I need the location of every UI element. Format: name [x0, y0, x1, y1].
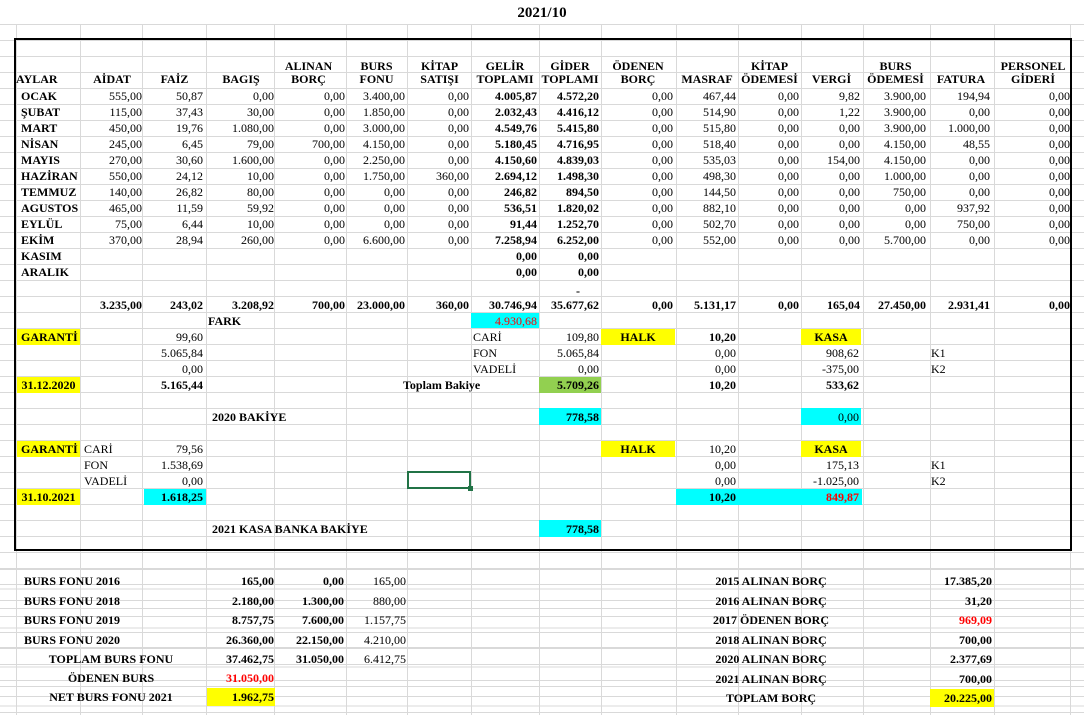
burs-fonu-value-a: 26.360,00 — [226, 632, 274, 647]
table-cell: 5.700,00 — [884, 233, 926, 247]
toplam-bakiye-label: Toplam Bakiye — [403, 378, 481, 392]
table-cell: 0,00 — [969, 153, 990, 167]
table-cell: 0,00 — [652, 121, 673, 135]
k2-label-2021: K2 — [931, 474, 946, 488]
col-header-7: GELİR TOPLAMI — [476, 59, 534, 86]
borc-value: 20.225,00 — [944, 691, 992, 705]
table-cell: 360,00 — [436, 169, 469, 183]
table-cell: 0,00 — [969, 169, 990, 183]
borc-value: 17.385,20 — [944, 574, 992, 588]
table-cell: 0,00 — [839, 121, 860, 135]
table-cell: 30,60 — [176, 153, 203, 167]
burs-fonu-value-c: 6.412,75 — [364, 652, 406, 666]
halk-2021-v1: 10,20 — [709, 442, 736, 456]
table-cell: 0,00 — [516, 249, 537, 263]
col-header-0: AYLAR — [16, 72, 58, 86]
table-cell: 550,00 — [109, 169, 142, 183]
total-cell: 30.746,94 — [489, 298, 537, 312]
table-cell: 0,00 — [324, 153, 345, 167]
col-header-1: AİDAT — [93, 72, 131, 86]
total-cell: 35.677,62 — [551, 298, 599, 312]
col-header-12: VERGİ — [811, 72, 852, 86]
table-cell: 91,44 — [510, 217, 537, 231]
borc-label: 2020 ALINAN BORÇ — [715, 652, 827, 666]
selected-cell[interactable] — [407, 471, 471, 489]
table-cell: 467,44 — [703, 89, 736, 103]
table-cell: 75,00 — [115, 217, 142, 231]
halk-2020-v3: 0,00 — [715, 362, 736, 376]
fon-value-2020: 5.065,84 — [557, 346, 599, 360]
table-cell: 48,55 — [963, 137, 990, 151]
table-cell: 0,00 — [652, 105, 673, 119]
table-cell: 0,00 — [652, 153, 673, 167]
table-cell: 144,50 — [703, 185, 736, 199]
month-label: MAYIS — [21, 153, 60, 167]
table-cell: 0,00 — [1049, 121, 1070, 135]
table-cell: 882,10 — [703, 201, 736, 215]
bakiye-2021-label: 2021 KASA BANKA BAKİYE — [212, 522, 368, 536]
table-cell: 4.150,00 — [884, 137, 926, 151]
odenen-burs-value: 31.050,00 — [226, 671, 274, 685]
table-cell: 2.032,43 — [495, 105, 537, 119]
month-label: TEMMUZ — [21, 185, 77, 199]
table-cell: 937,92 — [957, 201, 990, 215]
table-cell: 0,00 — [448, 185, 469, 199]
table-cell: 0,00 — [448, 89, 469, 103]
burs-fonu-value-c: 1.157,75 — [364, 613, 406, 627]
table-cell: 1.850,00 — [363, 105, 405, 119]
kasa-2021-k2: -1.025,00 — [813, 474, 859, 488]
table-cell: 0,00 — [778, 217, 799, 231]
total-cell: 2.931,41 — [948, 298, 990, 312]
garanti-2020-fon: 5.065,84 — [161, 346, 203, 360]
table-cell: 450,00 — [109, 121, 142, 135]
halk-2021-v3: 0,00 — [715, 474, 736, 488]
borc-value: 969,09 — [959, 613, 992, 627]
table-cell: 0,00 — [839, 169, 860, 183]
table-cell: 5.180,45 — [495, 137, 537, 151]
borc-label: 2018 ALINAN BORÇ — [715, 632, 827, 647]
table-cell: 11,59 — [176, 201, 203, 215]
k1-label-2020: K1 — [931, 346, 946, 360]
table-cell: 0,00 — [652, 89, 673, 103]
table-cell: 79,00 — [247, 137, 274, 151]
garanti-2020-cari: 99,60 — [176, 330, 203, 344]
table-cell: 0,00 — [1049, 137, 1070, 151]
table-cell: 30,00 — [247, 105, 274, 119]
borc-label: TOPLAM BORÇ — [725, 691, 817, 705]
table-cell: 0,00 — [839, 185, 860, 199]
col-header-3: BAGIŞ — [222, 72, 260, 86]
table-cell: 0,00 — [448, 201, 469, 215]
table-cell: 0,00 — [448, 233, 469, 247]
garanti-2021-fon: 1.538,69 — [161, 458, 203, 472]
month-label: HAZİRAN — [21, 169, 78, 183]
burs-fonu-label: BURS FONU 2020 — [24, 632, 121, 647]
table-cell: 194,94 — [957, 89, 990, 103]
table-cell: 555,00 — [109, 89, 142, 103]
total-cell: 5.131,17 — [694, 298, 736, 312]
table-cell: 0,00 — [652, 217, 673, 231]
burs-fonu-label: BURS FONU 2019 — [24, 613, 121, 627]
borc-value: 2.377,69 — [950, 652, 992, 666]
table-cell: 0,00 — [652, 233, 673, 247]
borc-label: 2015 ALINAN BORÇ — [715, 574, 827, 588]
table-cell: 700,00 — [312, 137, 345, 151]
borc-label: 2017 ÖDENEN BORÇ — [712, 613, 829, 627]
table-cell: 0,00 — [969, 185, 990, 199]
month-label: MART — [21, 121, 58, 135]
total-cell: 3.235,00 — [100, 298, 142, 312]
borc-value: 700,00 — [959, 632, 992, 647]
table-cell: 9,82 — [839, 89, 860, 103]
borc-label: 2016 ALINAN BORÇ — [715, 593, 827, 608]
sheet-title: 2021/10 — [517, 5, 567, 21]
halk-2021-label: HALK — [620, 442, 656, 456]
table-cell: 4.005,87 — [495, 89, 537, 103]
burs-fonu-value-c: 165,00 — [373, 574, 406, 588]
total-cell: 3.208,92 — [232, 298, 274, 312]
odenen-burs-label: ÖDENEN BURS — [67, 671, 155, 685]
table-cell: 4.716,95 — [557, 137, 599, 151]
table-cell: 0,00 — [778, 121, 799, 135]
table-cell: 518,40 — [703, 137, 736, 151]
table-cell: 0,00 — [1049, 153, 1070, 167]
month-label: OCAK — [21, 89, 57, 103]
col-header-8: GİDER TOPLAMI — [541, 59, 599, 86]
table-cell: 4.549,76 — [495, 121, 537, 135]
total-cell: 23.000,00 — [357, 298, 405, 312]
table-cell: 260,00 — [241, 233, 274, 247]
month-label: AGUSTOS — [21, 201, 79, 215]
date-2021: 31.10.2021 — [21, 490, 76, 504]
table-cell: 80,00 — [247, 185, 274, 199]
table-cell: 0,00 — [778, 201, 799, 215]
garanti-2020-vadeli: 0,00 — [182, 362, 203, 376]
burs-fonu-value-b: 0,00 — [323, 574, 344, 588]
table-cell: 0,00 — [1049, 89, 1070, 103]
table-cell: 1.252,70 — [557, 217, 599, 231]
table-cell: 0,00 — [839, 233, 860, 247]
table-cell: 750,00 — [893, 185, 926, 199]
halk-2021-v2: 0,00 — [715, 458, 736, 472]
col-header-10: MASRAF — [681, 72, 733, 86]
bakiye-2020-label: 2020 BAKİYE — [212, 410, 287, 424]
garanti-2020-label: GARANTİ — [21, 330, 78, 344]
table-cell: 0,00 — [778, 185, 799, 199]
table-cell: 28,94 — [176, 233, 203, 247]
col-header-4: ALINAN BORÇ — [284, 59, 333, 86]
garanti-2021-label: GARANTİ — [21, 442, 78, 456]
burs-fonu-label: BURS FONU 2016 — [24, 574, 121, 588]
table-cell: 0,00 — [652, 185, 673, 199]
table-cell: 0,00 — [516, 265, 537, 279]
table-cell: 3.900,00 — [884, 121, 926, 135]
table-cell: 514,90 — [703, 105, 736, 119]
table-cell: 0,00 — [969, 105, 990, 119]
table-cell: 536,51 — [504, 201, 537, 215]
table-cell: 552,00 — [703, 233, 736, 247]
garanti-2021-cari: 79,56 — [176, 442, 203, 456]
table-cell: 498,30 — [703, 169, 736, 183]
table-cell: 0,00 — [1049, 201, 1070, 215]
halk-2020-v2: 0,00 — [715, 346, 736, 360]
cari-value-2020: 109,80 — [566, 330, 599, 344]
table-cell: 19,76 — [176, 121, 203, 135]
table-cell: 7.258,94 — [495, 233, 537, 247]
table-cell: 270,00 — [109, 153, 142, 167]
kasa-2021-label: KASA — [814, 442, 848, 456]
table-cell: 0,00 — [969, 233, 990, 247]
table-cell: 6,45 — [182, 137, 203, 151]
table-cell: 4.150,60 — [495, 153, 537, 167]
table-cell: 246,82 — [504, 185, 537, 199]
table-cell: 245,00 — [109, 137, 142, 151]
table-cell: 0,00 — [578, 249, 599, 263]
total-cell: 0,00 — [652, 298, 673, 312]
table-cell: 1.080,00 — [232, 121, 274, 135]
vadeli-label-2021: VADELİ — [84, 474, 128, 488]
table-cell: 0,00 — [324, 105, 345, 119]
total-cell: 243,02 — [170, 298, 203, 312]
table-cell: 0,00 — [578, 265, 599, 279]
fark-label: FARK — [208, 314, 242, 328]
table-cell: 0,00 — [778, 105, 799, 119]
toplam-bakiye-value: 5.709,26 — [557, 378, 599, 392]
table-cell: 59,92 — [247, 201, 274, 215]
kasa-2021-k1: 175,13 — [826, 458, 859, 472]
table-cell: 140,00 — [109, 185, 142, 199]
col-header-15: PERSONEL GİDERİ — [1000, 59, 1066, 86]
col-header-9: ÖDENEN BORÇ — [612, 59, 664, 86]
table-cell: 0,00 — [384, 185, 405, 199]
k2-label-2020: K2 — [931, 362, 946, 376]
halk-2020-total: 10,20 — [709, 378, 736, 392]
borc-value: 700,00 — [959, 671, 992, 686]
k1-label-2021: K1 — [931, 458, 946, 472]
date-2020: 31.12.2020 — [21, 378, 76, 392]
table-cell: 0,00 — [324, 233, 345, 247]
table-cell: 0,00 — [384, 217, 405, 231]
kasa-2020-label: KASA — [814, 330, 848, 344]
table-cell: 0,00 — [778, 89, 799, 103]
table-cell: 24,12 — [176, 169, 203, 183]
kasa-2021-total: 849,87 — [826, 490, 859, 504]
burs-fonu-label: TOPLAM BURS FONU — [48, 652, 174, 666]
table-cell: 894,50 — [566, 185, 599, 199]
table-cell: 370,00 — [109, 233, 142, 247]
table-cell: 0,00 — [1049, 169, 1070, 183]
table-cell: 0,00 — [1049, 217, 1070, 231]
table-cell: 4.150,00 — [884, 153, 926, 167]
table-cell: 4.572,20 — [557, 89, 599, 103]
table-cell: 0,00 — [839, 217, 860, 231]
month-label: ŞUBAT — [21, 105, 61, 119]
table-cell: 0,00 — [1049, 105, 1070, 119]
cari-label-2020: CARİ — [473, 330, 502, 344]
table-cell: 0,00 — [324, 89, 345, 103]
table-cell: 3.900,00 — [884, 89, 926, 103]
total-cell: 27.450,00 — [878, 298, 926, 312]
total-cell: 165,04 — [827, 298, 860, 312]
halk-2020-v1: 10,20 — [709, 330, 736, 344]
table-cell: 0,00 — [324, 201, 345, 215]
table-cell: 3.000,00 — [363, 121, 405, 135]
table-cell: 1,22 — [839, 105, 860, 119]
table-cell: 0,00 — [652, 201, 673, 215]
month-label: EKİM — [21, 233, 55, 247]
net-burs-label: NET BURS FONU 2021 — [49, 690, 173, 704]
fon-label-2020: FON — [473, 346, 498, 360]
table-cell: 0,00 — [778, 169, 799, 183]
bakiye-2020-value: 778,58 — [566, 410, 599, 424]
table-cell: 465,00 — [109, 201, 142, 215]
burs-fonu-value-a: 37.462,75 — [226, 652, 274, 666]
table-cell: 0,00 — [448, 153, 469, 167]
cari-label-2021: CARİ — [84, 442, 113, 456]
burs-fonu-value-a: 8.757,75 — [232, 613, 274, 627]
table-cell: 0,00 — [253, 89, 274, 103]
table-cell: 0,00 — [448, 137, 469, 151]
table-cell: 6,44 — [182, 217, 203, 231]
table-cell: 0,00 — [778, 233, 799, 247]
table-cell: 4.150,00 — [363, 137, 405, 151]
table-cell: 154,00 — [827, 153, 860, 167]
burs-fonu-value-b: 7.600,00 — [302, 613, 344, 627]
col-header-14: FATURA — [936, 72, 986, 86]
burs-fonu-value-b: 1.300,00 — [302, 593, 344, 608]
dash-mark: - — [576, 284, 580, 298]
table-cell: 0,00 — [778, 137, 799, 151]
table-cell: 26,82 — [176, 185, 203, 199]
kasa-2020-k1: 908,62 — [826, 346, 859, 360]
table-cell: 1.000,00 — [884, 169, 926, 183]
halk-2021-total: 10,20 — [709, 490, 736, 504]
table-cell: 0,00 — [448, 121, 469, 135]
total-cell: 0,00 — [1049, 298, 1070, 312]
table-cell: 0,00 — [652, 169, 673, 183]
halk-2020-label: HALK — [620, 330, 656, 344]
month-label: KASIM — [21, 249, 62, 263]
borc-value: 31,20 — [965, 593, 992, 608]
table-cell: 535,03 — [703, 153, 736, 167]
burs-fonu-label: BURS FONU 2018 — [24, 593, 121, 608]
table-cell: 0,00 — [905, 201, 926, 215]
col-header-13: BURS ÖDEMESİ — [867, 59, 924, 86]
table-cell: 1.498,30 — [557, 169, 599, 183]
table-cell: 3.900,00 — [884, 105, 926, 119]
total-cell: 360,00 — [436, 298, 469, 312]
table-cell: 0,00 — [324, 121, 345, 135]
table-cell: 0,00 — [839, 201, 860, 215]
table-cell: 1.750,00 — [363, 169, 405, 183]
bakiye-2021-value: 778,58 — [566, 522, 599, 536]
table-cell: 10,00 — [247, 169, 274, 183]
table-cell: 6.600,00 — [363, 233, 405, 247]
total-cell: 0,00 — [778, 298, 799, 312]
col-header-6: KİTAP SATIŞI — [420, 59, 459, 86]
table-cell: 515,80 — [703, 121, 736, 135]
month-label: NİSAN — [21, 137, 59, 151]
total-cell: 700,00 — [312, 298, 345, 312]
table-cell: 0,00 — [1049, 185, 1070, 199]
table-cell: 0,00 — [652, 137, 673, 151]
burs-fonu-value-b: 22.150,00 — [296, 632, 344, 647]
garanti-2021-total: 1.618,25 — [161, 490, 203, 504]
table-cell: 1.820,02 — [557, 201, 599, 215]
month-label: EYLÜL — [21, 217, 63, 231]
table-cell: 10,00 — [247, 217, 274, 231]
table-cell: 4.839,03 — [557, 153, 599, 167]
table-cell: 0,00 — [324, 185, 345, 199]
table-cell: 0,00 — [839, 137, 860, 151]
vadeli-value-2020: 0,00 — [578, 362, 599, 376]
table-cell: 0,00 — [324, 169, 345, 183]
table-cell: 0,00 — [905, 217, 926, 231]
burs-fonu-value-c: 880,00 — [373, 593, 406, 608]
table-cell: 750,00 — [957, 217, 990, 231]
table-cell: 5.415,80 — [557, 121, 599, 135]
fark-value: 4.930,68 — [495, 314, 537, 328]
table-cell: 0,00 — [384, 201, 405, 215]
table-cell: 2.250,00 — [363, 153, 405, 167]
table-cell: 3.400,00 — [363, 89, 405, 103]
table-cell: 115,00 — [109, 105, 142, 119]
table-cell: 2.694,12 — [495, 169, 537, 183]
table-cell: 6.252,00 — [557, 233, 599, 247]
col-header-2: FAİZ — [160, 72, 189, 86]
table-cell: 0,00 — [324, 217, 345, 231]
borc-label: 2021 ALINAN BORÇ — [715, 671, 827, 686]
garanti-2020-total: 5.165,44 — [161, 378, 203, 392]
kasa-2020-total: 533,62 — [826, 378, 859, 392]
kasa-zero-value: 0,00 — [838, 410, 859, 424]
table-cell: 4.416,12 — [557, 105, 599, 119]
table-cell: 0,00 — [448, 105, 469, 119]
burs-fonu-value-b: 31.050,00 — [296, 652, 344, 666]
table-cell: 0,00 — [778, 153, 799, 167]
burs-fonu-value-a: 165,00 — [241, 574, 274, 588]
vadeli-label-2020: VADELİ — [473, 362, 517, 376]
col-header-11: KİTAP ÖDEMESİ — [741, 59, 798, 86]
table-cell: 37,43 — [176, 105, 203, 119]
burs-fonu-value-c: 4.210,00 — [364, 632, 406, 647]
month-label: ARALIK — [21, 265, 70, 279]
net-burs-value: 1.962,75 — [232, 690, 274, 704]
table-cell: 0,00 — [448, 217, 469, 231]
garanti-2021-vadeli: 0,00 — [182, 474, 203, 488]
col-header-5: BURS FONU — [359, 59, 394, 86]
table-cell: 50,87 — [176, 89, 203, 103]
kasa-2020-k2: -375,00 — [822, 362, 859, 376]
table-cell: 1.600,00 — [232, 153, 274, 167]
fon-label-2021: FON — [84, 458, 109, 472]
table-cell: 0,00 — [1049, 233, 1070, 247]
table-cell: 1.000,00 — [948, 121, 990, 135]
burs-fonu-value-a: 2.180,00 — [232, 593, 274, 608]
table-cell: 502,70 — [703, 217, 736, 231]
